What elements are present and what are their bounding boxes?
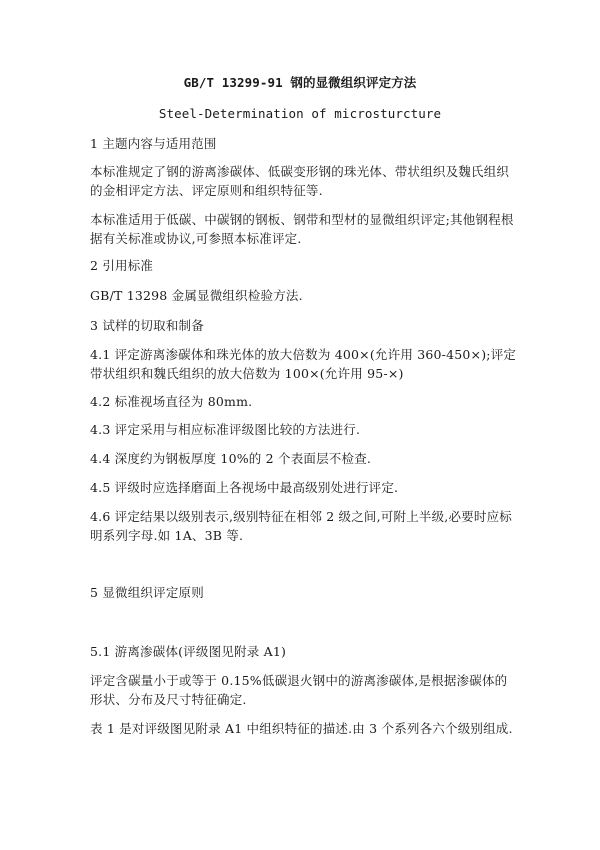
clause-4-4: 4.4 深度约为钢板厚度 10%的 2 个表面层不检查. (90, 451, 372, 466)
section-5-heading: 5 显微组织评定原则 (90, 585, 204, 600)
section-2-heading: 2 引用标准 (90, 258, 154, 273)
paragraph: 表 1 是对评级图见附录 A1 中组织特征的描述.由 3 个系列各六个级别组成. (90, 721, 513, 736)
paragraph: 本标准规定了钢的游离渗碳体、低碳变形钢的珠光体、带状组织及魏氏组织的金相评定方法、评定原则和组织特征等. (90, 164, 510, 198)
clause-4-5: 4.5 评级时应选择磨面上各视场中最高级别处进行评定. (90, 480, 399, 495)
clause-4-6: 4.6 评定结果以级别表示,级别特征在相邻 2 级之间,可附上半级,必要时应标明系列字母.如 1A、3B 等. (90, 509, 512, 543)
clause-4-1: 4.1 评定游离渗碳体和珠光体的放大倍数为 400×(允许用 360-450×);评定带状组织和魏氏组织的放大倍数为 100×(允许用 95-×) (90, 347, 517, 381)
paragraph: 评定含碳量小于或等于 0.15%低碳退火钢中的游离渗碳体,是根据渗碳体的形状、分布及尺寸特征确定. (90, 673, 508, 707)
document-title: GB/T 13299-91 钢的显微组织评定方法 (183, 75, 417, 90)
document-subtitle-english: Steel-Determination of microsturcture (158, 106, 442, 121)
clause-5-1: 5.1 游离渗碳体(评级图见附录 A1) (90, 644, 287, 659)
paragraph: GB/T 13298 金属显微组织检验方法. (90, 288, 303, 303)
section-3-heading: 3 试样的切取和制备 (90, 318, 204, 333)
clause-4-3: 4.3 评定采用与相应标准评级图比较的方法进行. (90, 422, 361, 437)
section-1-heading: 1 主题内容与适用范围 (90, 136, 217, 151)
clause-4-2: 4.2 标准视场直径为 80mm. (90, 394, 253, 409)
paragraph: 本标准适用于低碳、中碳钢的钢板、钢带和型材的显微组织评定;其他钢程根据有关标准或协议,可参照本标准评定. (90, 212, 514, 246)
